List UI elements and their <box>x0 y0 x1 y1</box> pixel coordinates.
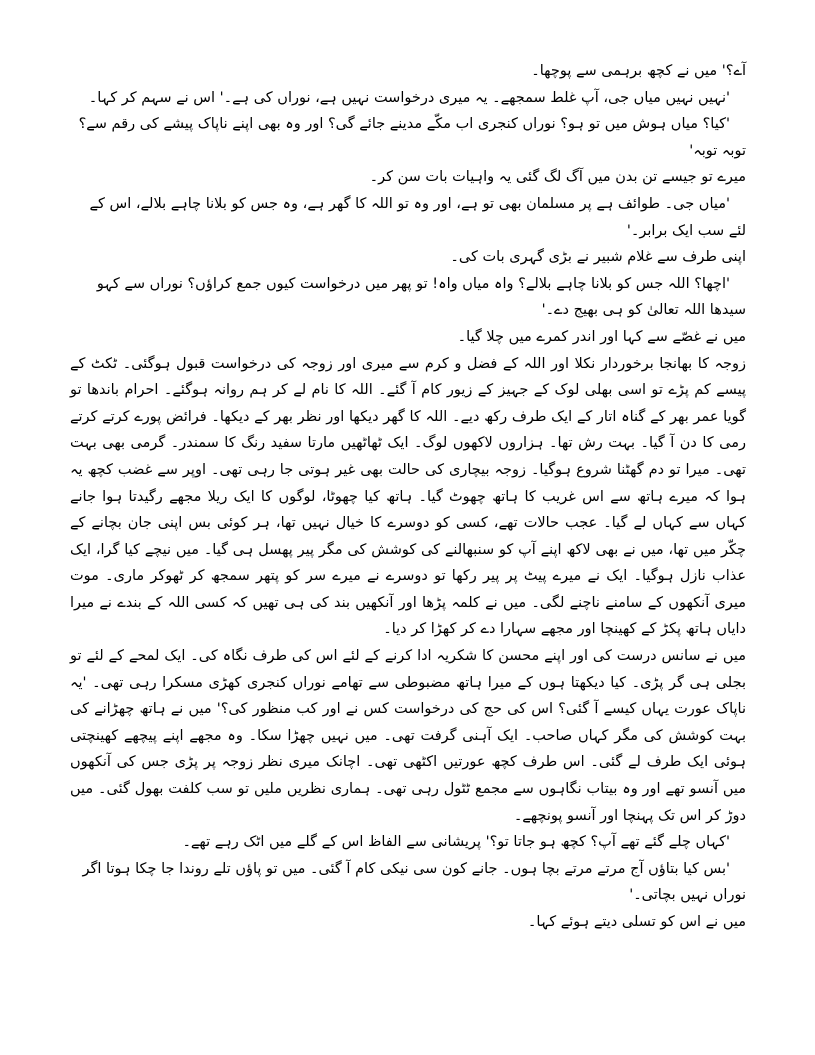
paragraph-3: 'کیا؟ میاں ہوش میں تو ہو؟ نوراں کنجری اب مکّے مدینے جائے گی؟ اور وہ بھی اپنے ناپاک پیشے کی رقم سے؟ توبہ توبہ' <box>78 116 746 159</box>
paragraph-5: 'میاں جی۔ طوائف ہے پر مسلمان بھی تو ہے، اور وہ تو اللہ کا گھر ہے، وہ جس کو بلانا چاہے بلالے، اس کے لئے سب ایک برابر۔' <box>89 195 746 239</box>
paragraph-1: آے؟' میں نے کچھ برہمی سے پوچھا۔ <box>531 63 746 79</box>
paragraph-4: میرے تو جیسے تن بدن میں آگ لگ گئی یہ واہیات بات سن کر۔ <box>369 169 746 186</box>
paragraph-10: میں نے سانس درست کی اور اپنے محسن کا شکریہ ادا کرنے کے لئے اس کی طرف نگاہ کی۔ ایک لمحے کے لئے تو بجلی ہی گر پڑی۔ کیا دیکھتا ہوں کے میرا ہاتھ مضبوطی سے تھامے نوراں کنجری کھڑی مسکرا رہی تھی۔ 'یہ ناپاک عورت یہاں کیسے آ گئی؟ اس کی حج کی درخواست کس نے اور کب منظور کی؟' میں نے ہاتھ چھڑانے کی بہت کوشش کی مگر کہاں صاحب۔ ایک آہنی گرفت تھی۔ میں نہیں چھڑا سکا۔ وہ مجھے اپنے پیچھے کھینچتی ہوئی ایک طرف لے گئی۔ اس طرف کچھ عورتیں اکٹھی تھی۔ اچانک میری نظر زوجہ پر پڑی جس کی آنکھوں میں آنسو تھے اور وہ بیتاب نگاہوں سے مجمع ٹٹول رہی تھی۔ ہماری نظریں ملیں تو سب کلفت بھول گئی۔ میں دوڑ کر اس تک پہنچا اور آنسو پونچھے۔ <box>70 648 746 824</box>
document-body <box>70 58 746 936</box>
paragraph-11: 'کہاں چلے گئے تھے آپ؟ کچھ ہو جاتا تو؟' پریشانی سے الفاظ اس کے گلے میں اٹک رہے تھے۔ <box>182 834 730 851</box>
paragraph-7: 'اچھا؟ اللہ جس کو بلانا چاہے بلالے؟ واہ میاں واہ! تو پھر میں درخواست کیوں جمع کراؤں؟ نوراں سے کہو سیدھا اللہ تعالیٰ کو ہی بھیج دے۔' <box>96 275 746 319</box>
paragraph-6: اپنی طرف سے غلام شبیر نے بڑی گہری بات کی۔ <box>450 249 746 266</box>
paragraph-8: میں نے غصّے سے کہا اور اندر کمرے میں چلا گیا۔ <box>457 328 746 345</box>
paragraph-12: 'بس کیا بتاؤں آج مرتے مرتے بچا ہوں۔ جانے کون سی نیکی کام آ گئی۔ میں تو پاؤں تلے روندا جا چکا ہوتا اگر نوراں نہیں بچاتی۔' <box>82 860 746 904</box>
paragraph-9: زوجہ کا بھانجا برخوردار نکلا اور اللہ کے فضل و کرم سے میری اور زوجہ کی درخواست قبول ہوگئی۔ ٹکٹ کے پیسے کم پڑے تو اسی بھلی لوک کے جہیز کے زیور کام آ گئے۔ اللہ کا نام لے کر ہم روانہ ہوگئے۔ احرام باندھا تو گویا عمر بھر کے گناہ اتار کے ایک طرف رکھ دیے۔ اللہ کا گھر دیکھا اور نظر بھر کے دیکھا۔ فرائض پورے کرتے کرتے رمی کا دن آ گیا۔ بہت رش تھا۔ ہزاروں لاکھوں لوگ۔ ایک ٹھاٹھیں مارتا سفید رنگ کا سمندر۔ گرمی بھی بہت تھی۔ میرا تو دم گھٹنا شروع ہوگیا۔ زوجہ بیچاری کی حالت بھی غیر ہوتی جا رہی تھی۔ اوپر سے غضب کچھ یہ ہوا کہ میرے ہاتھ سے اس غریب کا ہاتھ چھوٹ گیا۔ ہاتھ کیا چھوٹا، لوگوں کا ایک ریلا مجھے رگیدتا ہوا جانے کہاں سے کہاں لے گیا۔ عجب حالات تھے، کسی کو دوسرے کا خیال نہیں تھا، ہر کوئی بس اپنی جان بچانے کے چکّر میں تھا، میں نے بھی لاکھ اپنے آپ کو سنبھالنے کی کوشش کی مگر پیر پھسل ہی گیا۔ میں نیچے کیا گرا، ایک عذاب نازل ہوگیا۔ ایک نے میرے پیٹ پر پیر رکھا تو دوسرے نے میرے سر کو پتھر سمجھ کر ٹھوکر ماری۔ موت میری آنکھوں کے سامنے ناچنے لگی۔ میں نے کلمہ پڑھا اور آنکھیں بند کی ہی تھیں کہ کسی اللہ کے بندے نے میرا دایاں ہاتھ پکڑ کے کھینچا اور مجھے سہارا دے کر کھڑا کر دیا۔ <box>70 355 746 638</box>
paragraph-2: 'نہیں نہیں میاں جی، آپ غلط سمجھے۔ یہ میری درخواست نہیں ہے، نوراں کی ہے۔' اس نے سہم کر کہا۔ <box>88 89 730 106</box>
paragraph-13: میں نے اس کو تسلی دیتے ہوئے کہا۔ <box>527 914 746 930</box>
